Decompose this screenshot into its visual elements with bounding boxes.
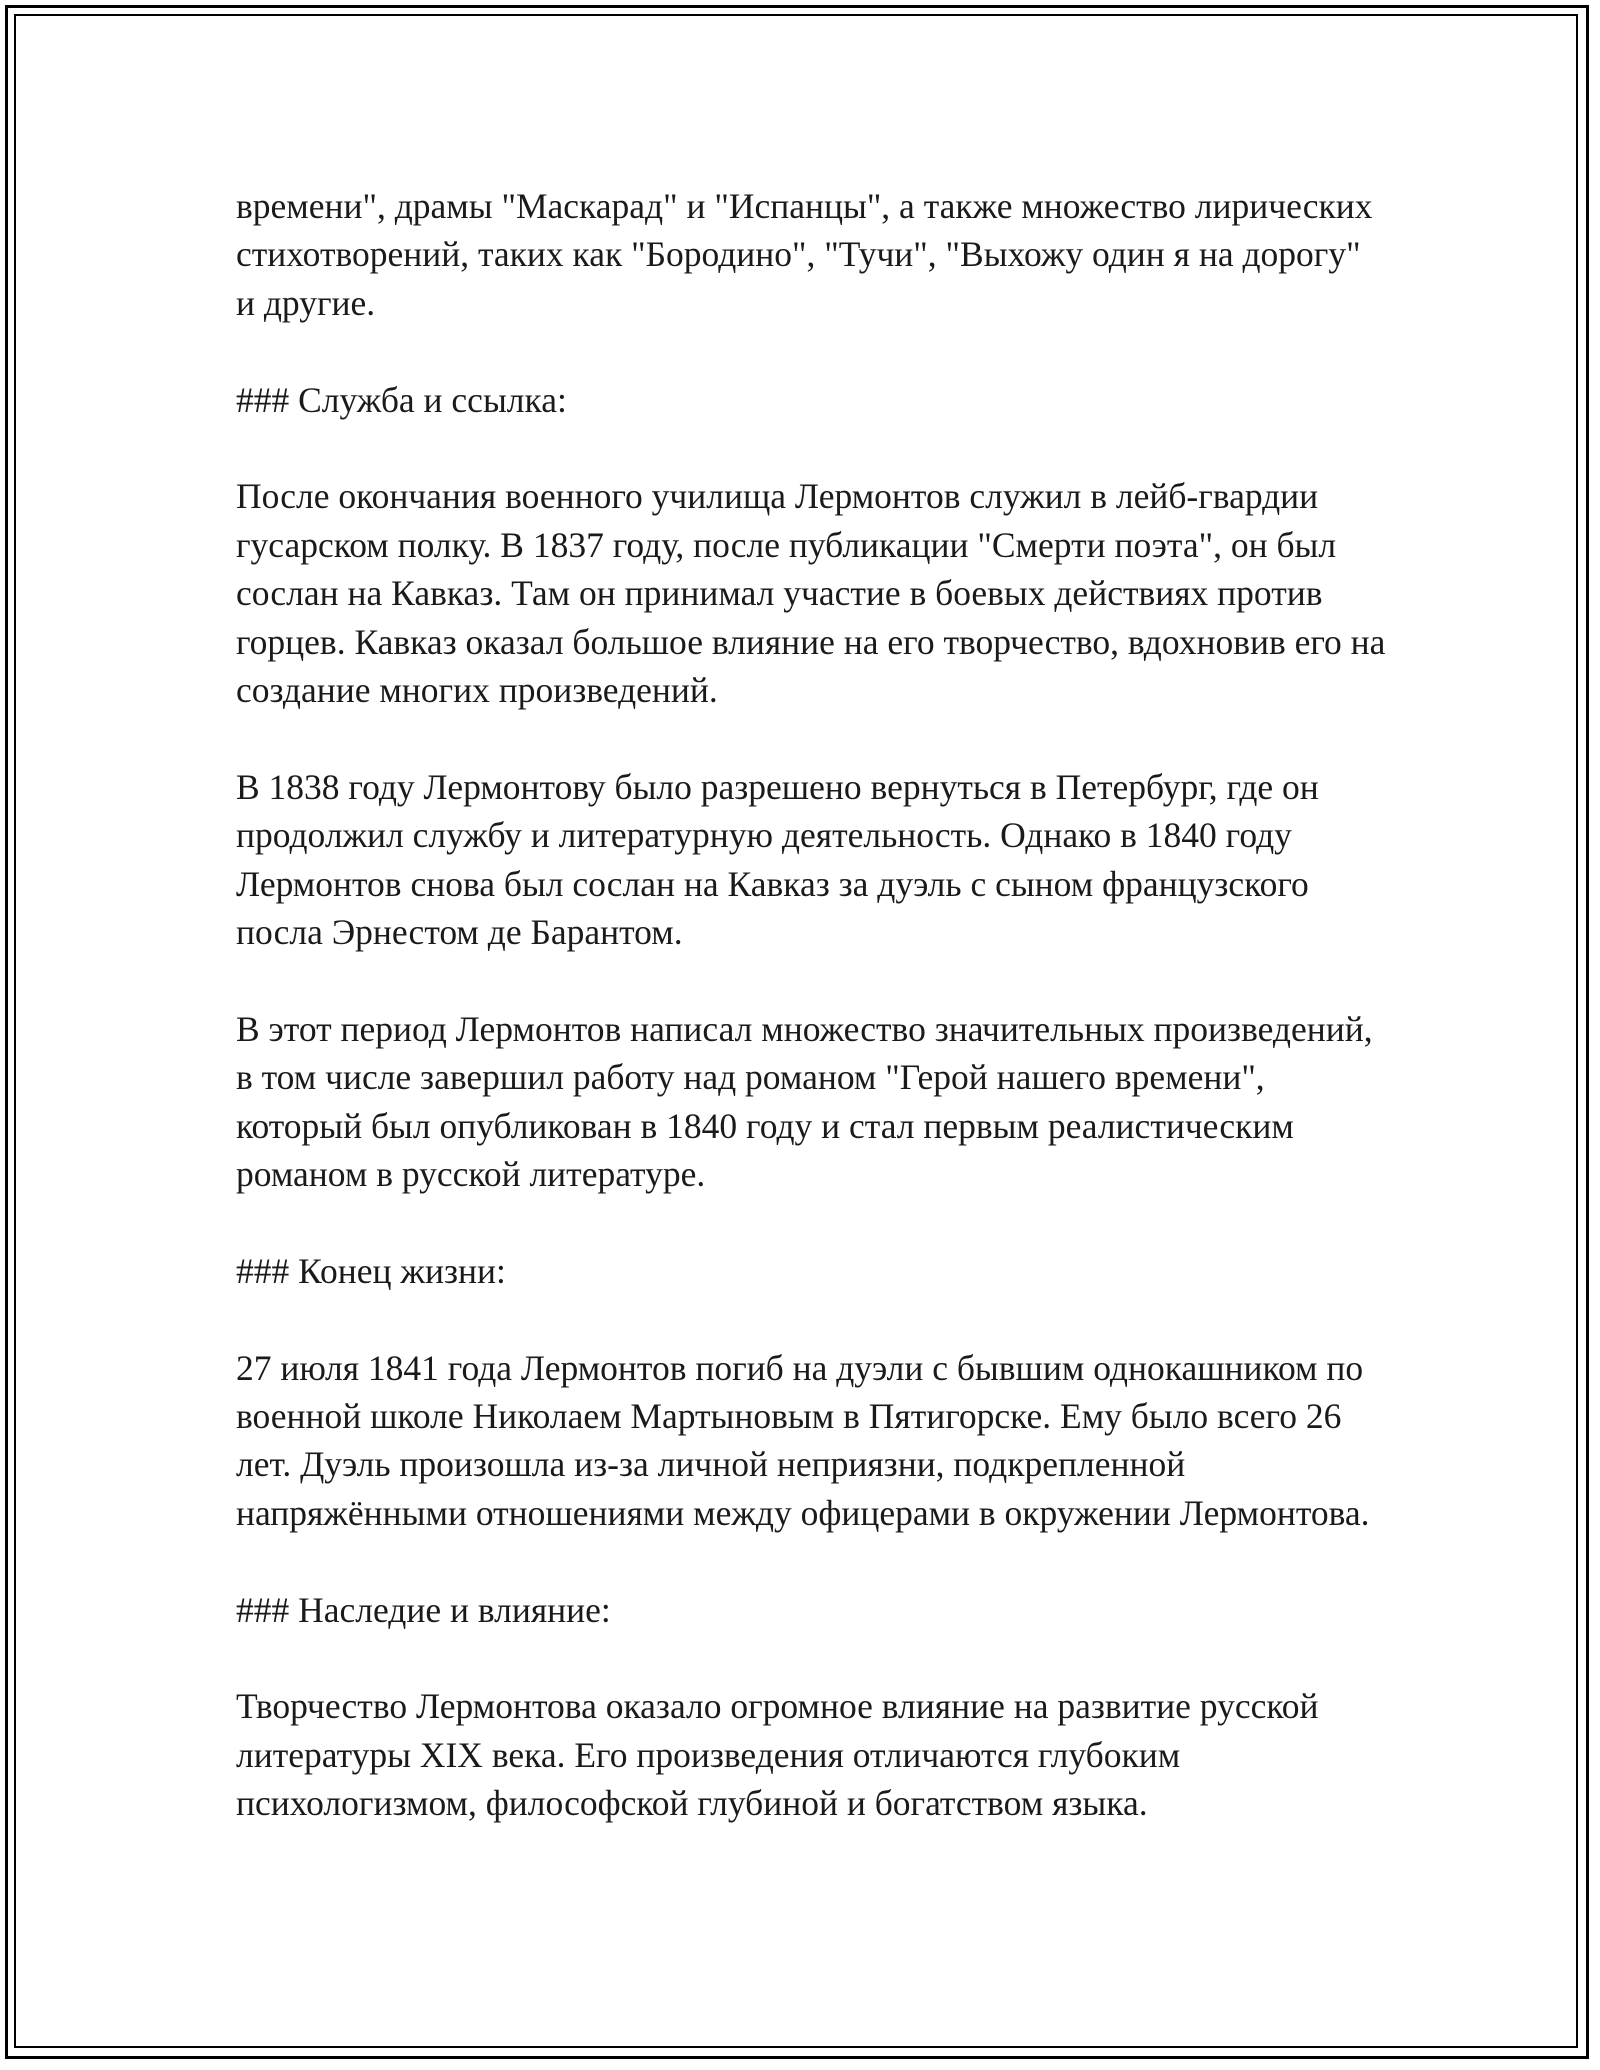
section-heading-service: ### Служба и ссылка: [236,379,567,420]
document-body [236,182,1386,1828]
paragraph-legacy: Творчество Лермонтова оказало огромное влияние на развитие русской литературы XIX века. Его произведения отличаются глубоким психологизмом, философской глубиной и богатством языка. [236,1686,1319,1824]
paragraph-duel-death: 27 июля 1841 года Лермонтов погиб на дуэли с бывшим однокашником по военной школе Николаем Мартыновым в Пятигорске. Ему было всего 26 лет. Дуэль произошла из-за личной неприязни, подкрепленной напряжёнными отношениями между офицерами в окружении Лермонтова. [236,1347,1370,1533]
paragraph-return-petersburg: В 1838 году Лермонтову было разрешено вернуться в Петербург, где он продолжил службу и литературную деятельность. Однако в 1840 году Лермонтов снова был сослан на Кавказ за дуэль с сыном французского посла Эрнестом де Барантом. [236,766,1319,953]
section-heading-legacy: ### Наследие и влияние: [236,1589,611,1630]
paragraph-service-exile: После окончания военного училища Лермонтов служил в лейб-гвардии гусарском полку. В 1837 году, после публикации "Смерти поэта", он был сослан на Кавказ. Там он принимал участие в боевых действиях против горцев. Кавказ оказал большое влияние на его творчество, вдохновив его на создание многих произведений. [236,476,1386,711]
paragraph-works-continued: времени", драмы "Маскарад" и "Испанцы", а также множество лирических стихотворений, таких как "Бородино", "Тучи", "Выхожу один я на дорогу" и другие. [236,186,1373,323]
paragraph-hero-of-our-time: В этот период Лермонтов написал множество значительных произведений, в том числе завершил работу над романом "Герой нашего времени", который был опубликован в 1840 году и стал первым реалистическим романом в русской литературе. [236,1008,1373,1195]
section-heading-end-of-life: ### Конец жизни: [236,1250,506,1291]
